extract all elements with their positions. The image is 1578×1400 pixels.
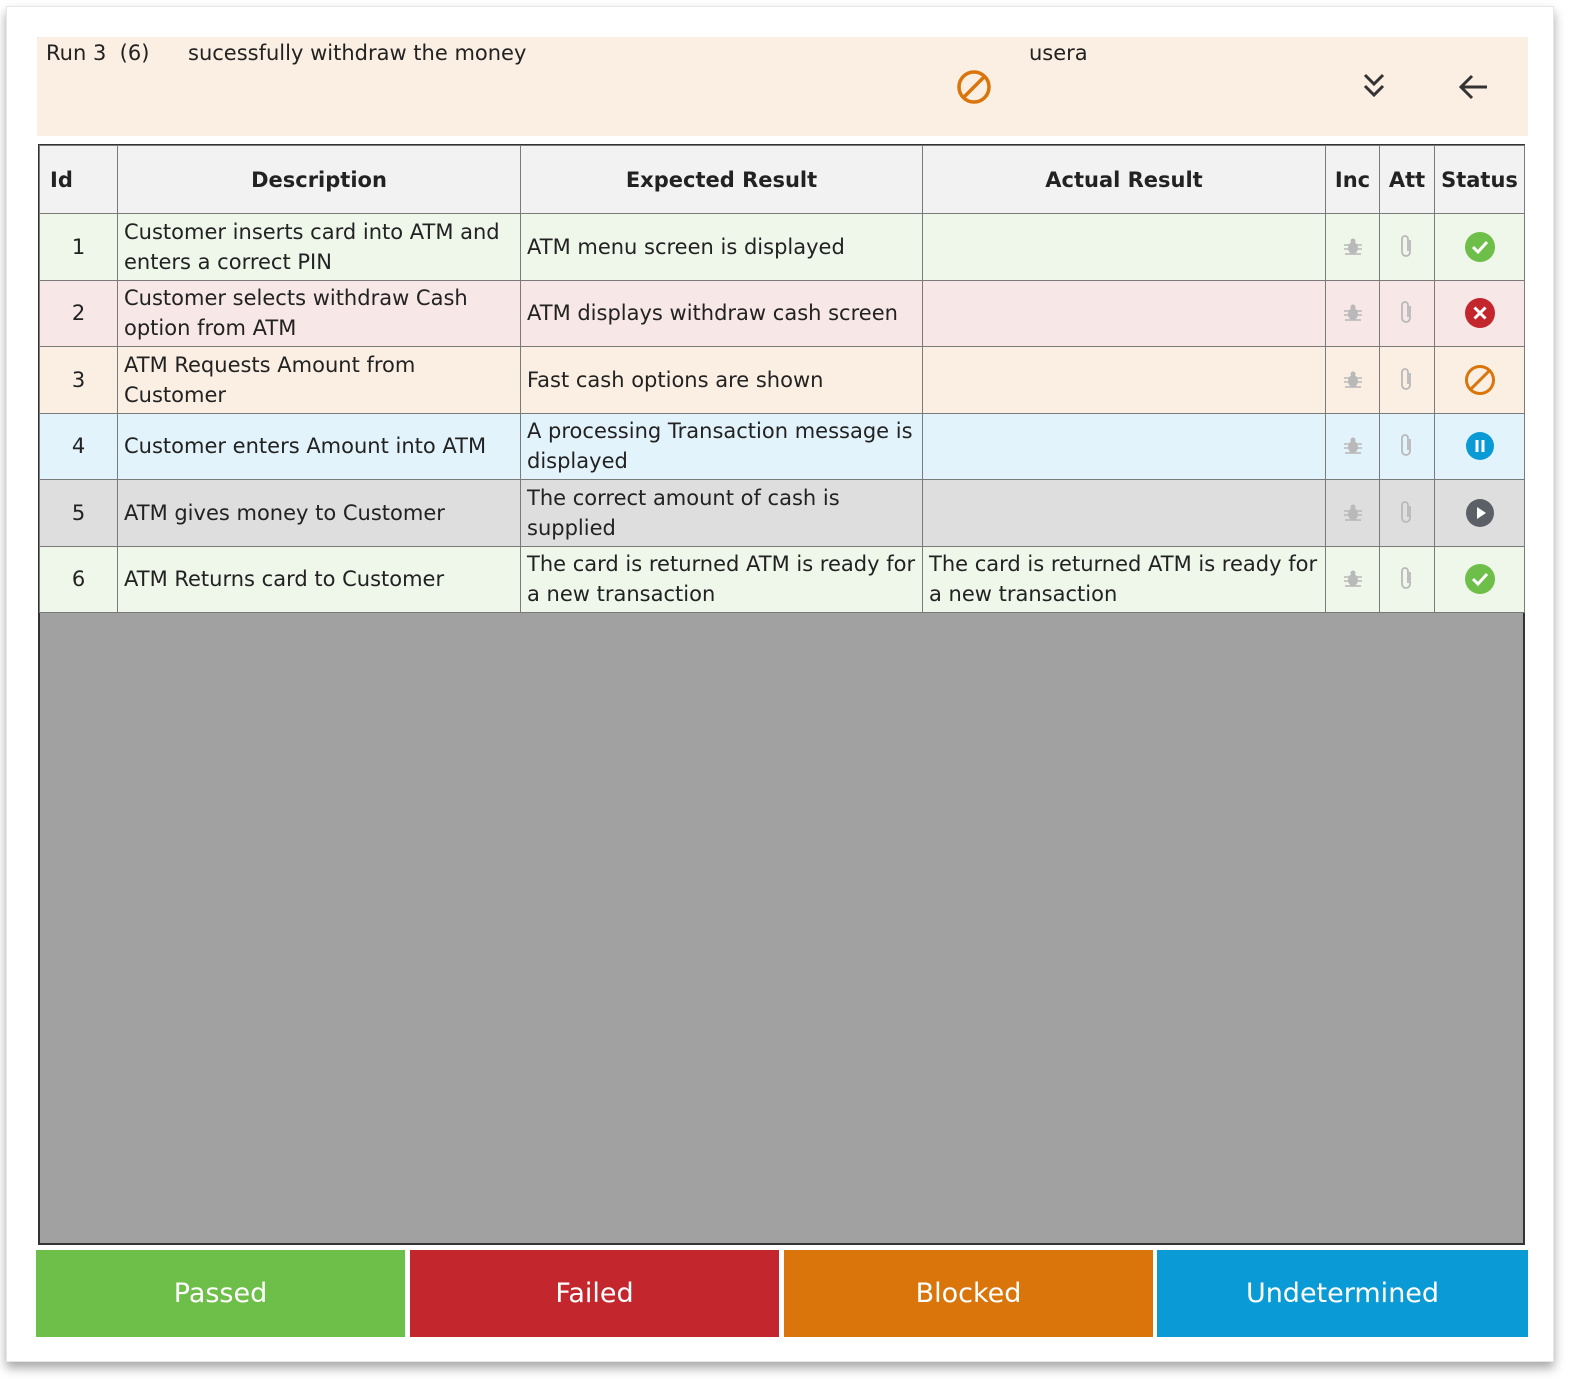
step-actual-result[interactable] (923, 280, 1326, 347)
incident-cell[interactable] (1326, 280, 1380, 347)
step-id: 5 (40, 480, 118, 547)
table-row[interactable] (40, 480, 1525, 547)
double-chevron-down-icon[interactable] (1359, 71, 1389, 103)
incident-cell[interactable] (1326, 480, 1380, 547)
paperclip-icon[interactable] (1380, 234, 1434, 260)
step-actual-result[interactable] (923, 214, 1326, 281)
column-header-description[interactable]: Description (118, 146, 521, 214)
status-failed-icon[interactable] (1435, 297, 1524, 329)
step-id: 1 (40, 214, 118, 281)
attachment-cell[interactable] (1380, 480, 1435, 547)
step-expected-result: The card is returned ATM is ready for a new transaction (521, 546, 923, 613)
table-row[interactable] (40, 347, 1525, 414)
step-expected-result: ATM displays withdraw cash screen (521, 280, 923, 347)
step-actual-result[interactable]: The card is returned ATM is ready for a new transaction (923, 546, 1326, 613)
run-title: sucessfully withdraw the money (188, 41, 527, 65)
status-cell[interactable] (1435, 347, 1525, 414)
step-expected-result: Fast cash options are shown (521, 347, 923, 414)
blocked-icon (955, 69, 993, 107)
status-passed-icon[interactable] (1435, 231, 1524, 263)
paperclip-icon[interactable] (1380, 300, 1434, 326)
status-button-bar (0, 1250, 1578, 1337)
step-id: 4 (40, 413, 118, 480)
step-actual-result[interactable] (923, 347, 1326, 414)
incident-cell[interactable] (1326, 546, 1380, 613)
step-count: (6) (119, 41, 150, 65)
undetermined-button[interactable]: Undetermined (1157, 1250, 1528, 1337)
steps-table (39, 145, 1525, 613)
column-header-id[interactable]: Id (40, 146, 118, 214)
step-id: 6 (40, 546, 118, 613)
failed-button[interactable]: Failed (410, 1250, 779, 1337)
paperclip-icon[interactable] (1380, 566, 1434, 592)
table-row[interactable] (40, 214, 1525, 281)
paperclip-icon[interactable] (1380, 500, 1434, 526)
attachment-cell[interactable] (1380, 214, 1435, 281)
step-expected-result: A processing Transaction message is displayed (521, 413, 923, 480)
status-cell[interactable] (1435, 413, 1525, 480)
step-actual-result[interactable] (923, 480, 1326, 547)
incident-cell[interactable] (1326, 214, 1380, 281)
step-description: Customer selects withdraw Cash option from ATM (118, 280, 521, 347)
arrow-left-icon[interactable] (1457, 73, 1491, 103)
bug-icon[interactable] (1326, 502, 1379, 524)
blocked-button[interactable]: Blocked (784, 1250, 1153, 1337)
status-blocked-icon[interactable] (1435, 364, 1524, 396)
status-cell[interactable] (1435, 480, 1525, 547)
bug-icon[interactable] (1326, 369, 1379, 391)
step-description: Customer enters Amount into ATM (118, 413, 521, 480)
step-description: ATM Returns card to Customer (118, 546, 521, 613)
bug-icon[interactable] (1326, 302, 1379, 324)
column-header-actual-result[interactable]: Actual Result (923, 146, 1326, 214)
column-header-status[interactable]: Status (1435, 146, 1525, 214)
step-description: ATM gives money to Customer (118, 480, 521, 547)
attachment-cell[interactable] (1380, 546, 1435, 613)
incident-cell[interactable] (1326, 347, 1380, 414)
status-undetermined-icon[interactable] (1435, 431, 1524, 461)
column-header-att[interactable]: Att (1380, 146, 1435, 214)
step-description: Customer inserts card into ATM and enters a correct PIN (118, 214, 521, 281)
attachment-cell[interactable] (1380, 280, 1435, 347)
step-expected-result: The correct amount of cash is supplied (521, 480, 923, 547)
attachment-cell[interactable] (1380, 347, 1435, 414)
step-actual-result[interactable] (923, 413, 1326, 480)
bug-icon[interactable] (1326, 568, 1379, 590)
run-label: Run 3 (6) (46, 41, 150, 65)
bug-icon[interactable] (1326, 435, 1379, 457)
run-header (37, 37, 1528, 136)
table-row[interactable] (40, 546, 1525, 613)
step-id: 2 (40, 280, 118, 347)
status-cell[interactable] (1435, 214, 1525, 281)
status-notrun-icon[interactable] (1435, 498, 1524, 528)
status-cell[interactable] (1435, 546, 1525, 613)
status-passed-icon[interactable] (1435, 563, 1524, 595)
status-cell[interactable] (1435, 280, 1525, 347)
paperclip-icon[interactable] (1380, 367, 1434, 393)
table-header-row (40, 146, 1525, 214)
column-header-inc[interactable]: Inc (1326, 146, 1380, 214)
table-row[interactable] (40, 280, 1525, 347)
step-id: 3 (40, 347, 118, 414)
bug-icon[interactable] (1326, 236, 1379, 258)
incident-cell[interactable] (1326, 413, 1380, 480)
attachment-cell[interactable] (1380, 413, 1435, 480)
table-row[interactable] (40, 413, 1525, 480)
assigned-user: usera (1029, 41, 1088, 65)
passed-button[interactable]: Passed (36, 1250, 405, 1337)
paperclip-icon[interactable] (1380, 433, 1434, 459)
step-description: ATM Requests Amount from Customer (118, 347, 521, 414)
column-header-expected-result[interactable]: Expected Result (521, 146, 923, 214)
step-expected-result: ATM menu screen is displayed (521, 214, 923, 281)
